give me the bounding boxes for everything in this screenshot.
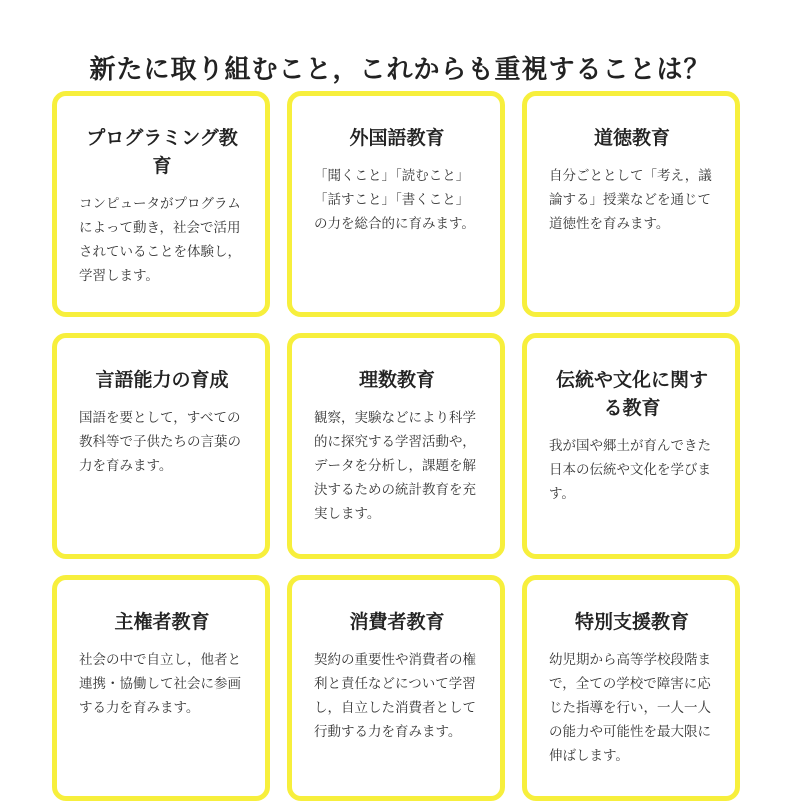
card-citizenship-education (52, 575, 270, 801)
card-tradition-culture-education (522, 333, 740, 559)
card-title: 言語能力の育成 (95, 369, 229, 391)
card-title: 理数教育 (358, 369, 435, 391)
card-title: 消費者教育 (349, 611, 445, 633)
card-title: 主権者教育 (114, 611, 210, 633)
card-title: 特別支援教育 (574, 611, 689, 633)
card-title: 伝統や文化に関する教育 (555, 369, 708, 419)
card-title: 外国語教育 (349, 127, 445, 149)
page-title: 新たに取り組むこと，これからも重視することは？ (89, 55, 711, 86)
card-foreign-language-education (287, 91, 505, 317)
card-description: 「聞くこと」「読むこと」「話すこと」「書くこと」の力を総合的に育みます。 (314, 168, 475, 232)
card-description: コンピュータがプログラムによって動き，社会で活用されていることを体験し，学習します。 (79, 196, 241, 284)
card-description: 幼児期から高等学校段階まで，全ての学校で障害に応じた指導を行い，一人一人の能力や可能性を最大限に伸ばします。 (549, 652, 711, 764)
card-description: 社会の中で自立し，他者と連携・協働して社会に参画する力を育みます。 (79, 652, 241, 716)
card-moral-education (522, 91, 740, 317)
card-consumer-education (287, 575, 505, 801)
education-card-grid (52, 91, 740, 801)
card-description: 観察，実験などにより科学的に探究する学習活動や，データを分析し，課題を解決するための統計教育を充実します。 (314, 410, 476, 522)
card-special-needs-education (522, 575, 740, 801)
card-programming-education (52, 91, 270, 317)
card-title: プログラミング教育 (86, 127, 238, 177)
card-science-math-education (287, 333, 505, 559)
card-title: 道徳教育 (593, 127, 670, 149)
card-description: 契約の重要性や消費者の権利と責任などについて学習し，自立した消費者として行動する力を育みます。 (314, 652, 476, 740)
card-description: 我が国や郷土が育んできた日本の伝統や文化を学びます。 (549, 438, 711, 502)
card-description: 国語を要として，すべての教科等で子供たちの言葉の力を育みます。 (79, 410, 241, 474)
card-description: 自分ごととして「考え，議論する」授業などを通じて道徳性を育みます。 (549, 168, 712, 232)
card-language-ability (52, 333, 270, 559)
